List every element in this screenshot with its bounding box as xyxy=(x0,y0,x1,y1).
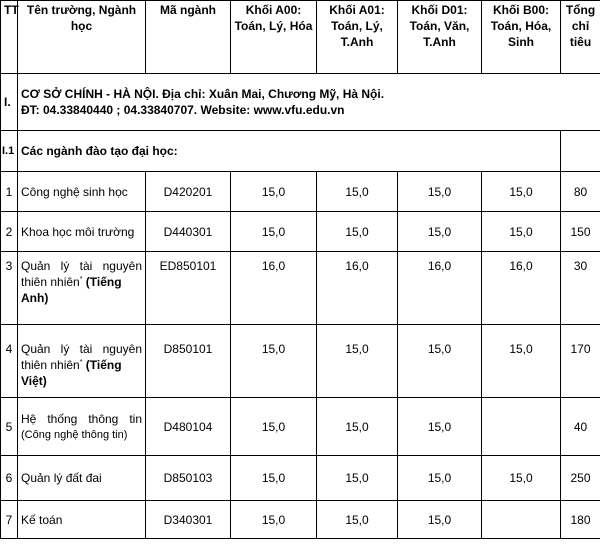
table-row xyxy=(1,501,600,539)
row-tt: 7 xyxy=(1,501,18,539)
row-tt: 4 xyxy=(1,325,18,398)
row-total: 80 xyxy=(561,172,600,212)
row-a01: 16,0 xyxy=(317,252,398,325)
row-a01: 15,0 xyxy=(317,501,398,539)
section-i-info xyxy=(18,74,600,131)
section-i-address: CƠ SỞ CHÍNH - HÀ NỘI. Địa chỉ: Xuân Mai, Chương Mỹ, Hà Nội. xyxy=(21,87,385,101)
row-code: D480104 xyxy=(146,398,231,456)
table-row xyxy=(1,172,600,212)
row-code: D850101 xyxy=(146,325,231,398)
row-d01: 16,0 xyxy=(398,252,482,325)
section-i-row xyxy=(1,74,600,131)
section-i1-title: Các ngành đào tạo đại học: xyxy=(18,131,561,172)
row-code: ED850101 xyxy=(146,252,231,325)
row-b00: 15,0 xyxy=(482,212,561,252)
header-code: Mã ngành xyxy=(146,1,231,74)
row-code: D440301 xyxy=(146,212,231,252)
header-row xyxy=(1,1,600,74)
row-a00: 15,0 xyxy=(231,325,317,398)
row-code: D850103 xyxy=(146,456,231,501)
row-total: 180 xyxy=(561,501,600,539)
row-a01: 15,0 xyxy=(317,398,398,456)
row-major-name: Kế toán xyxy=(18,501,146,539)
section-i-number: I. xyxy=(1,74,18,131)
row-d01: 15,0 xyxy=(398,325,482,398)
row-total: 30 xyxy=(561,252,600,325)
row-a00: 15,0 xyxy=(231,172,317,212)
header-school-major: Tên trường, Ngành học xyxy=(18,1,146,74)
row-b00: 15,0 xyxy=(482,172,561,212)
row-code: D420201 xyxy=(146,172,231,212)
row-a01: 15,0 xyxy=(317,325,398,398)
section-i1-number: I.1 xyxy=(1,131,18,172)
row-d01: 15,0 xyxy=(398,172,482,212)
header-a01: Khối A01: Toán, Lý, T.Anh xyxy=(317,1,398,74)
row-major-name: Quản lý tài nguyên thiên nhiên* (Tiếng Việt) xyxy=(18,325,146,398)
table-row xyxy=(1,212,600,252)
row-d01: 15,0 xyxy=(398,398,482,456)
row-tt: 2 xyxy=(1,212,18,252)
row-major-name: Quản lý đất đai xyxy=(18,456,146,501)
header-d01: Khối D01: Toán, Văn, T.Anh xyxy=(398,1,482,74)
row-a00: 15,0 xyxy=(231,212,317,252)
row-total: 250 xyxy=(561,456,600,501)
section-i1-empty xyxy=(561,131,600,172)
table-row xyxy=(1,398,600,456)
row-major-name: Khoa học môi trường xyxy=(18,212,146,252)
row-b00 xyxy=(482,398,561,456)
header-total: Tổng chỉ tiêu xyxy=(561,1,600,74)
row-b00: 15,0 xyxy=(482,456,561,501)
row-a00: 15,0 xyxy=(231,398,317,456)
row-major-name: Quản lý tài nguyên thiên nhiên* (Tiếng Anh) xyxy=(18,252,146,325)
row-a01: 15,0 xyxy=(317,456,398,501)
row-tt: 5 xyxy=(1,398,18,456)
row-d01: 15,0 xyxy=(398,456,482,501)
row-d01: 15,0 xyxy=(398,501,482,539)
row-total: 150 xyxy=(561,212,600,252)
row-major-name: Hệ thống thông tin (Công nghệ thông tin) xyxy=(18,398,146,456)
row-code: D340301 xyxy=(146,501,231,539)
row-b00: 16,0 xyxy=(482,252,561,325)
row-major-name: Công nghệ sinh học xyxy=(18,172,146,212)
row-b00: 15,0 xyxy=(482,325,561,398)
header-b00: Khối B00: Toán, Hóa, Sinh xyxy=(482,1,561,74)
row-tt: 1 xyxy=(1,172,18,212)
row-tt: 3 xyxy=(1,252,18,325)
row-a00: 16,0 xyxy=(231,252,317,325)
row-total: 40 xyxy=(561,398,600,456)
table-row xyxy=(1,252,600,325)
section-i-contact: ĐT: 04.33840440 ; 04.33840707. Website: www.vfu.edu.vn xyxy=(21,103,345,117)
row-total: 170 xyxy=(561,325,600,398)
section-i1-row xyxy=(1,131,600,172)
row-a00: 15,0 xyxy=(231,456,317,501)
header-tt: TT xyxy=(1,1,18,74)
row-a01: 15,0 xyxy=(317,212,398,252)
row-d01: 15,0 xyxy=(398,212,482,252)
row-a01: 15,0 xyxy=(317,172,398,212)
row-tt: 6 xyxy=(1,456,18,501)
table-row xyxy=(1,325,600,398)
table-row xyxy=(1,456,600,501)
row-a00: 15,0 xyxy=(231,501,317,539)
header-a00: Khối A00: Toán, Lý, Hóa xyxy=(231,1,317,74)
row-b00 xyxy=(482,501,561,539)
